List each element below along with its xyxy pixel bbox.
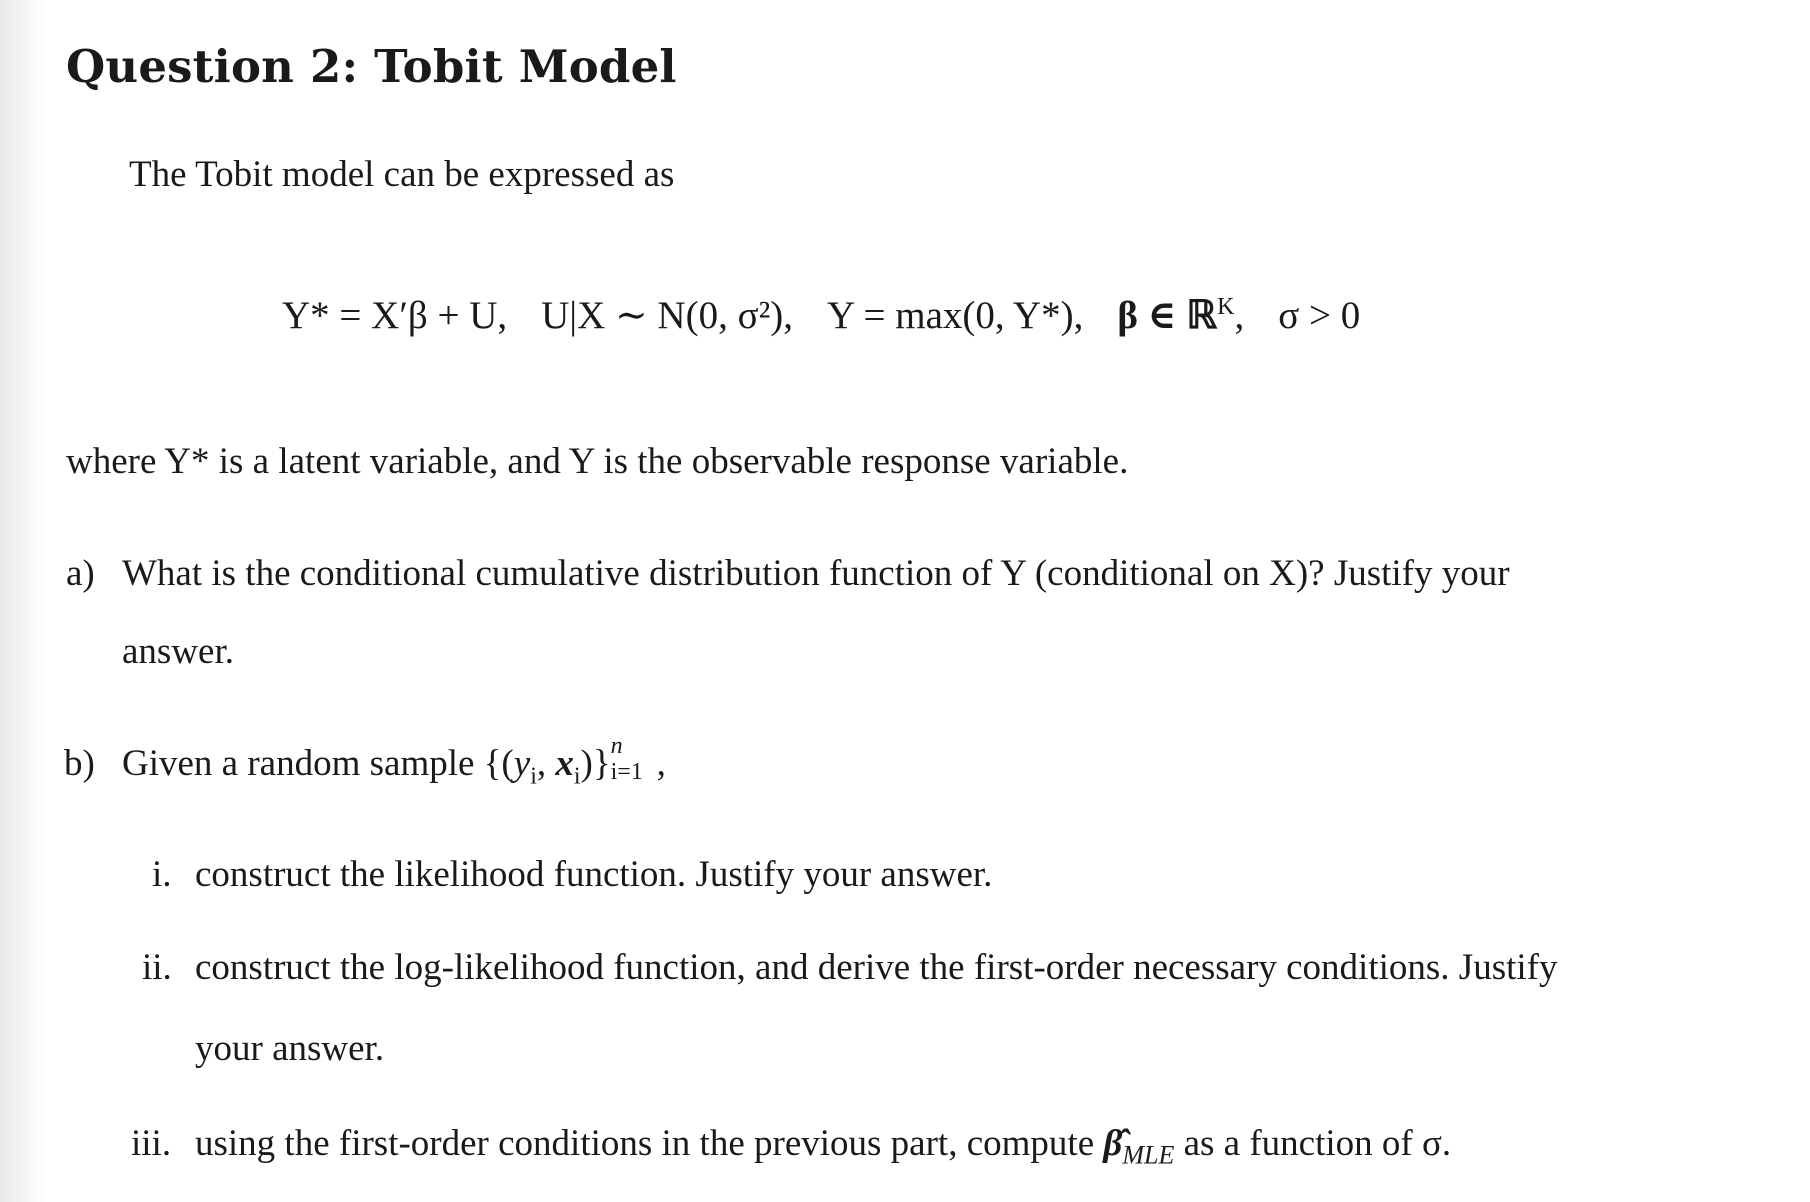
sample-x-sub: i — [573, 763, 581, 790]
part-b-ii-label: ii. — [142, 947, 172, 988]
sample-y-sub: i — [530, 763, 537, 790]
sample-x: x — [555, 743, 574, 784]
part-a-line1: What is the conditional cumulative distribution function of Y (conditional on X)? Justify your — [122, 553, 1510, 594]
part-b-ii-line2: your answer. — [195, 1028, 385, 1069]
tobit-equation — [282, 292, 1360, 338]
part-b-intro — [122, 733, 666, 790]
sample-y: y — [513, 743, 531, 784]
intro-text: The Tobit model can be expressed as — [129, 154, 675, 195]
equation-latent: Y* = X′β + U, — [282, 294, 508, 337]
where-text: where Y* is a latent variable, and Y is the observable response variable. — [66, 441, 1129, 482]
sample-tail: , — [656, 743, 666, 784]
part-b-iii-text-end: as a function of σ. — [1174, 1123, 1452, 1164]
equation-observed: Y = max(0, Y*), — [827, 294, 1084, 337]
part-b-i-label: i. — [152, 854, 172, 895]
equation-beta-space: β ∈ ℝ — [1117, 294, 1218, 337]
part-b-iii-line1 — [195, 1122, 1451, 1170]
sample-close: )} — [580, 743, 611, 784]
page-title: Question 2: Tobit Model — [66, 40, 677, 93]
equation-beta-space-comma: , — [1234, 294, 1245, 337]
equation-beta-space-sup: K — [1217, 294, 1235, 320]
beta-hat: β̂ — [1103, 1123, 1123, 1164]
part-b-label: b) — [64, 743, 95, 784]
sample-sep: , — [536, 743, 556, 784]
part-a-line2: answer. — [122, 631, 234, 672]
beta-hat-sub: MLE — [1122, 1140, 1175, 1170]
equation-error-distribution: U|X ∼ N(0, σ²), — [541, 294, 794, 337]
sample-sup: n — [610, 733, 623, 759]
part-b-text-start: Given a random sample {( — [122, 743, 514, 784]
part-b-iii-text-start: using the first-order conditions in the previous part, compute — [195, 1123, 1104, 1164]
part-b-iii-label: iii. — [131, 1123, 172, 1164]
sample-sub: i=1 — [610, 759, 643, 785]
part-a-label: a) — [66, 553, 95, 594]
equation-sigma-positive: σ > 0 — [1278, 294, 1361, 337]
part-b-ii-line1: construct the log-likelihood function, and derive the first-order necessary conditions. Justify — [195, 947, 1558, 988]
part-b-i-line1: construct the likelihood function. Justify your answer. — [195, 854, 993, 895]
